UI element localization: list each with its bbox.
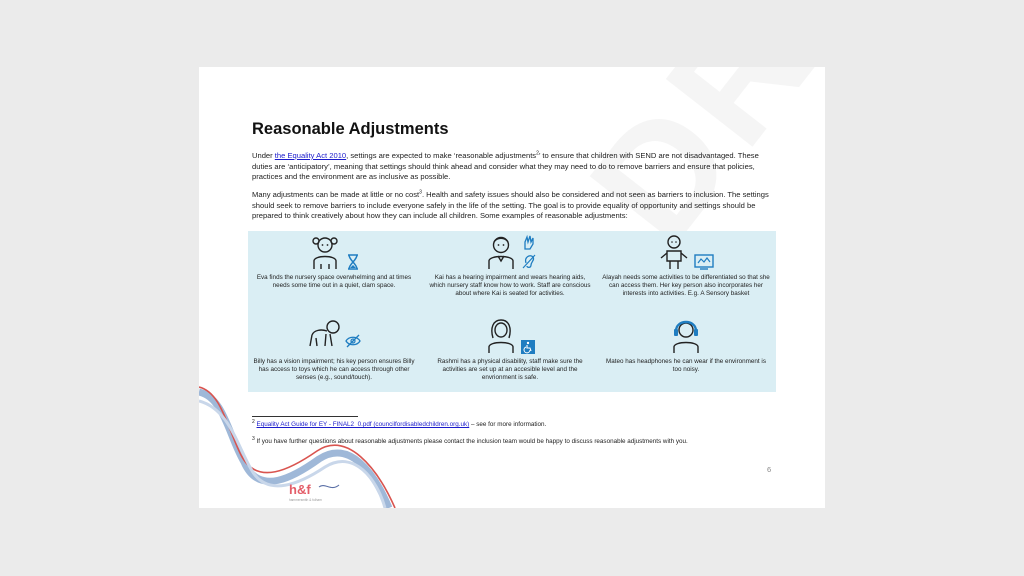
example-caption: Eva finds the nursery space overwhelming and at times needs some time out in a quiet, clam space. bbox=[256, 274, 412, 290]
hearing-aid-icon bbox=[522, 253, 536, 269]
document-page bbox=[199, 67, 825, 508]
text-segment: If you have further questions about reasonable adjustments please contact the inclusion team would be happy to discuss reasonable adjustments with you. bbox=[254, 438, 688, 445]
hf-logo bbox=[289, 480, 359, 508]
text-segment: – see for more information. bbox=[469, 421, 547, 428]
example-card-alayah bbox=[600, 234, 772, 299]
example-card-mateo bbox=[600, 318, 772, 374]
girl-icon bbox=[308, 234, 342, 270]
footnote-3 bbox=[252, 435, 688, 445]
sensory-screen-icon bbox=[694, 254, 714, 270]
crawling-baby-icon bbox=[307, 318, 341, 348]
examples-panel bbox=[248, 231, 776, 392]
example-card-eva bbox=[248, 234, 420, 290]
footnote-number: 2 bbox=[252, 418, 255, 425]
example-caption: Alayah needs some activities to be differentiated so that she can access them. Her key person also incorporates her interests into activities. E.g. A Sensory basket bbox=[602, 274, 770, 298]
footnote-2 bbox=[252, 418, 547, 428]
headphones-person-icon bbox=[669, 318, 703, 354]
equality-act-link[interactable]: the Equality Act 2010 bbox=[274, 151, 347, 160]
page-title: Reasonable Adjustments bbox=[252, 120, 449, 138]
example-card-billy bbox=[248, 318, 420, 383]
footnote-ref-2: 2 bbox=[536, 150, 539, 157]
toddler-icon bbox=[658, 234, 690, 270]
eye-slash-icon bbox=[345, 334, 361, 348]
example-card-rashmi bbox=[424, 318, 596, 383]
text-segment: ’ to ensure that children with SEND are not disadvantaged. These duties are ‘anticipatory’, meaning that settings should think ahead and consider what they may need to do to remove barriers and ensure that policies, practices and the environment are as inclusive as possible. bbox=[252, 151, 759, 182]
logo-text: h&f bbox=[289, 482, 311, 497]
adjustments-paragraph bbox=[252, 190, 772, 222]
text-segment: . Health and safety issues should also be considered and not seen as barriers to inclusion. The settings should seek to remove barriers to include everyone safely in the life of the setting. The goal is to provide equality of opportunity and settings should be prepared to think creatively about how they can include all children. Some examples of reasonable adjustments: bbox=[252, 190, 769, 221]
example-caption: Kai has a hearing impairment and wears hearing aids, which nursery staff know how to work. Staff are conscious about where Kai is seated for activities. bbox=[429, 274, 591, 298]
example-card-kai bbox=[424, 234, 596, 299]
woman-icon bbox=[485, 318, 517, 354]
page-number: 6 bbox=[767, 465, 772, 474]
text-segment: , settings are expected to make ‘reasonable adjustments bbox=[346, 151, 537, 160]
text-segment: Many adjustments can be made at little or no cost bbox=[252, 190, 420, 199]
boy-icon bbox=[484, 234, 518, 270]
example-caption: Billy has a vision impairment; his key person ensures Billy has access to toys which he can access through other senses (e.g., sound/touch). bbox=[253, 358, 415, 382]
footnote-separator bbox=[252, 416, 358, 417]
wheelchair-icon bbox=[521, 340, 535, 354]
equality-act-guide-link[interactable]: Equality Act Guide for EY - FINAL2_0.pdf (councilfordisabledchildren.org.uk) bbox=[256, 421, 470, 428]
text-segment: Under bbox=[252, 151, 275, 160]
example-caption: Mateo has headphones he can wear if the environment is too noisy. bbox=[606, 358, 766, 374]
logo-subtitle: hammersmith & fulham bbox=[289, 498, 322, 502]
intro-paragraph bbox=[252, 151, 772, 183]
sign-language-icon bbox=[522, 234, 536, 250]
footnote-ref-3: 3 bbox=[419, 189, 422, 196]
footnote-number: 3 bbox=[252, 435, 255, 442]
example-caption: Rashmi has a physical disability, staff make sure the activities are set up at an accesible level and the envrionment is safe. bbox=[437, 358, 583, 382]
hourglass-icon bbox=[346, 254, 360, 270]
